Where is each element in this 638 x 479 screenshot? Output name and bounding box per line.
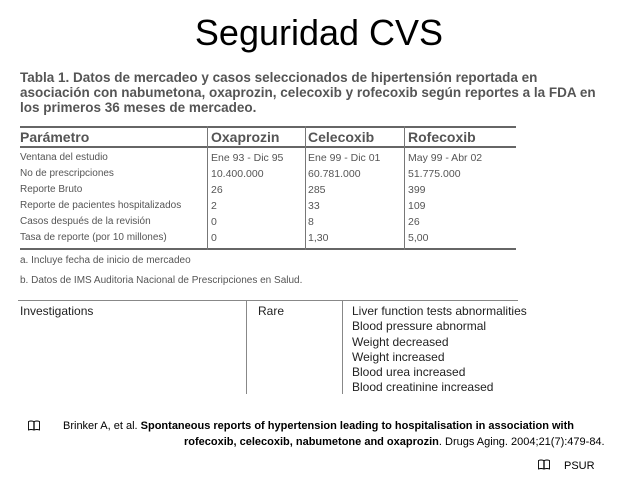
table-cell: 5,00 (408, 232, 429, 244)
column-divider (246, 300, 247, 394)
reference-authors: Brinker A, et al. (63, 420, 138, 432)
table-cell: 399 (408, 184, 426, 196)
psur-label: PSUR (564, 460, 595, 472)
reference-line (184, 434, 605, 450)
table-header-row (20, 126, 516, 148)
column-divider (342, 300, 343, 394)
table-cell: Ene 99 - Dic 01 (308, 152, 381, 164)
table-caption: Tabla 1. Datos de mercadeo y casos seleccionados de hipertensión reportada en asociación con nabumetona, oxaprozin, celecoxib y rofecoxib según reportes a la FDA en los primeros 36 meses de mercadeo. (20, 70, 596, 115)
table-cell: Ene 93 - Dic 95 (211, 152, 284, 164)
adverse-effects-list (352, 304, 527, 396)
table-cell: Reporte Bruto (20, 184, 83, 195)
table-note: b. Datos de IMS Auditoria Nacional de Prescripciones en Salud. (20, 275, 303, 286)
header-parametro: Parámetro (20, 129, 90, 145)
list-item: Blood creatinine increased (352, 380, 494, 395)
book-icon (538, 459, 550, 470)
table-cell: 8 (308, 216, 314, 228)
table-cell: 0 (211, 216, 217, 228)
investigations-table (18, 300, 527, 396)
list-item: Weight increased (352, 349, 445, 364)
list-item: Blood pressure abnormal (352, 319, 487, 334)
investigations-category: Investigations (20, 304, 94, 318)
reference-title-part2: rofecoxib, celecoxib, nabumetone and oxaprozin (184, 436, 439, 448)
table-cell: 285 (308, 184, 326, 196)
header-celecoxib: Celecoxib (308, 129, 375, 145)
slide-title: Seguridad CVS (194, 12, 444, 53)
header-oxaprozin: Oxaprozin (211, 129, 280, 145)
list-item: Blood urea increased (352, 365, 466, 380)
table-note: a. Incluye fecha de inicio de mercadeo (20, 255, 191, 266)
fda-table-image (20, 70, 600, 286)
table-cell: 33 (308, 200, 320, 212)
table-cell: 0 (211, 232, 217, 244)
header-rofecoxib: Rofecoxib (408, 129, 476, 145)
table-bottom-rule (20, 248, 516, 250)
column-divider (207, 126, 208, 250)
table-cell: 26 (211, 184, 223, 196)
table-cell: 26 (408, 216, 420, 228)
table-cell: 60.781.000 (308, 168, 361, 180)
book-icon (28, 420, 40, 431)
frequency-label: Rare (258, 304, 285, 318)
table-cell: Ventana del estudio (20, 152, 108, 163)
psur-reference (538, 459, 595, 473)
divider (18, 300, 518, 301)
reference-line (63, 418, 638, 434)
table-cell: 51.775.000 (408, 168, 461, 180)
table-cell: 109 (408, 200, 426, 212)
list-item: Weight decreased (352, 334, 449, 349)
table-cell: Casos después de la revisión (20, 216, 151, 227)
table-cell: Reporte de pacientes hospitalizados (20, 200, 182, 211)
reference-text (63, 418, 638, 448)
reference-title-part1: Spontaneous reports of hypertension leading to hospitalisation in association with (140, 420, 574, 432)
table-cell: No de prescripciones (20, 168, 114, 179)
column-divider (305, 126, 306, 250)
list-item: Liver function tests abnormalities (352, 304, 527, 318)
table-cell: 1,30 (308, 232, 329, 244)
table-cell: 10.400.000 (211, 168, 264, 180)
table-cell: Tasa de reporte (por 10 millones) (20, 232, 167, 243)
table-cell: 2 (211, 200, 217, 212)
table-cell: May 99 - Abr 02 (408, 152, 483, 164)
reference-source: . Drugs Aging. 2004;21(7):479-84. (438, 436, 605, 448)
column-divider (404, 126, 405, 250)
